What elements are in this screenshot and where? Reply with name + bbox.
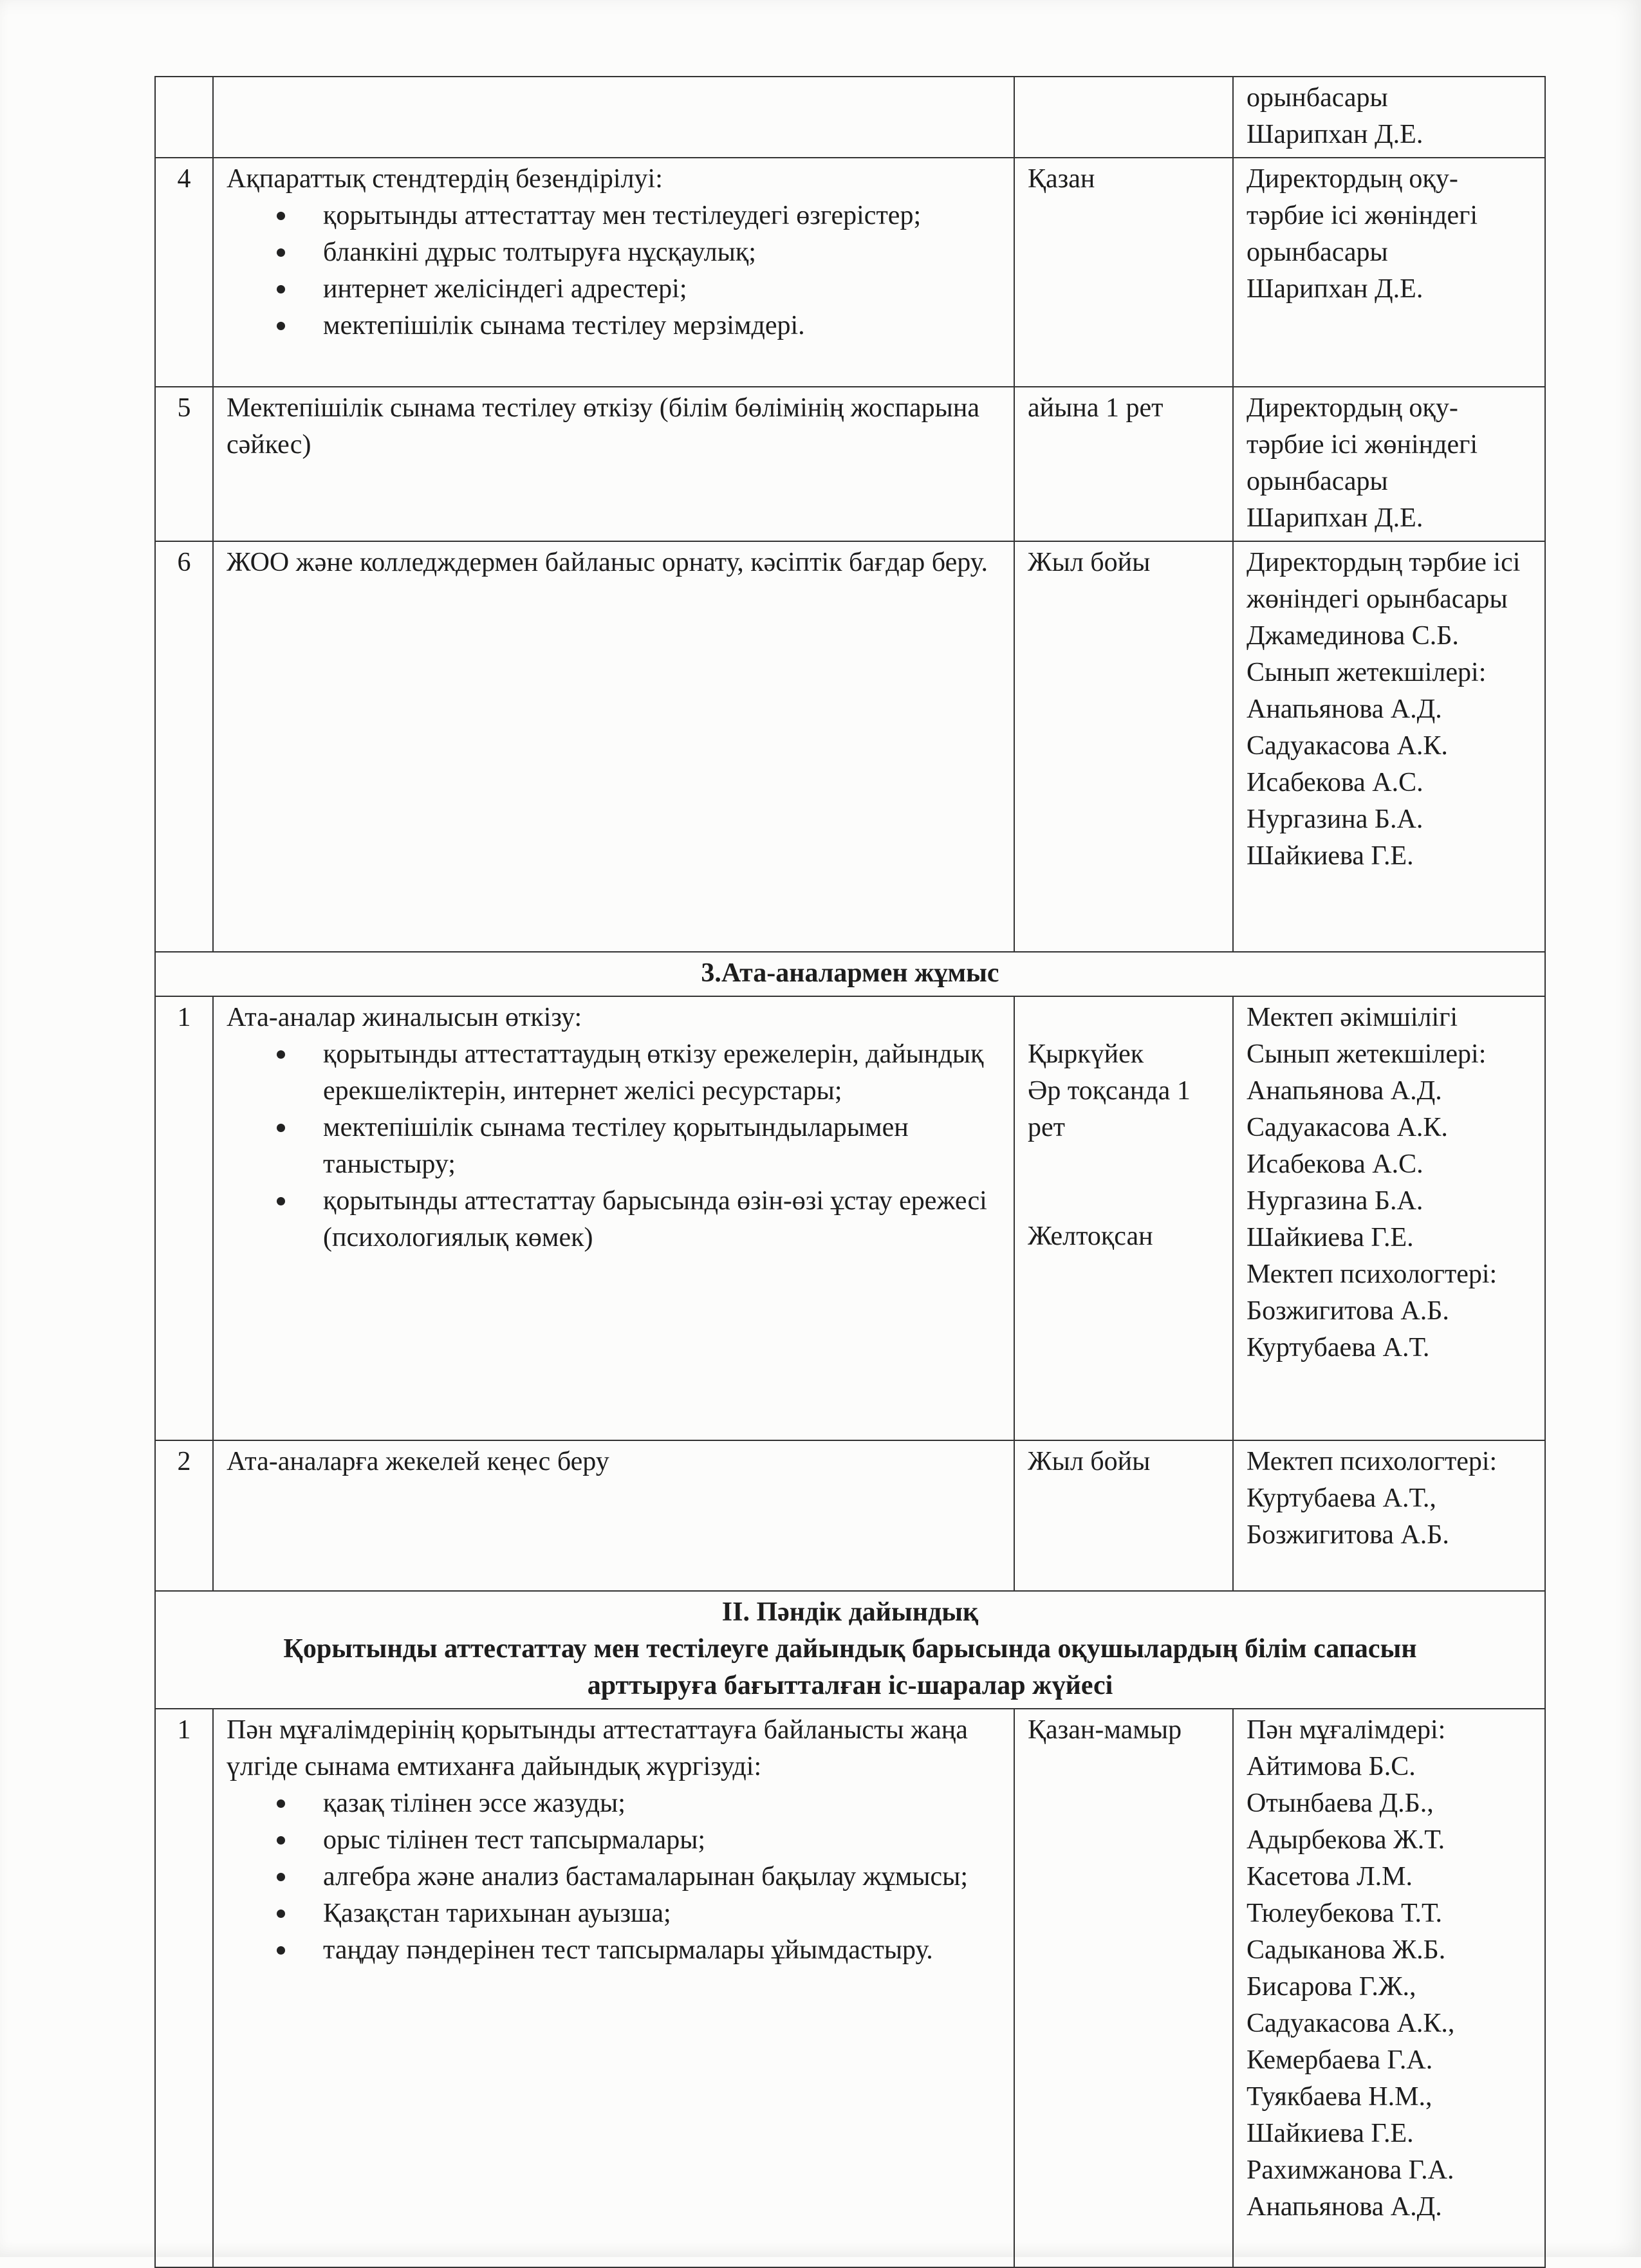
list-item: қорытынды аттестаттау мен тестілеудегі өзгерістер; [323, 198, 1001, 234]
responsible-line: Рахимжанова Г.А. [1247, 2155, 1454, 2185]
section-row [155, 1591, 1545, 1709]
responsible-cell [1233, 541, 1545, 952]
responsible-line: Директордың оқу-тәрбие ісі жөніндегі орынбасары [1247, 393, 1478, 496]
responsible-line: Нургазина Б.А. [1247, 1186, 1423, 1216]
time-cell: Жыл бойы [1014, 1440, 1233, 1591]
responsible-line: Бисарова Г.Ж., [1247, 1972, 1416, 2002]
activity-title: Ақпараттық стендтердің безендірілуі: [227, 164, 663, 194]
table-row [155, 77, 1545, 158]
responsible-cell [1233, 1709, 1545, 2267]
responsible-line: Директордың оқу-тәрбие ісі жөніндегі орынбасары [1247, 164, 1478, 267]
activity-cell [213, 1709, 1014, 2267]
responsible-line: Бозжигитова А.Б. [1247, 1296, 1449, 1326]
responsible-line: Мектеп психологтері: [1247, 1259, 1497, 1289]
list-item: бланкіні дұрыс толтыруға нұсқаулық; [323, 234, 1001, 271]
row-number: 6 [155, 541, 213, 952]
responsible-line: Туякбаева Н.М., [1247, 2082, 1432, 2112]
table-row [155, 541, 1545, 952]
row-number-cell [155, 77, 213, 158]
time-entry: Қыркүйек [1028, 1039, 1144, 1069]
list-item: интернет желісіндегі адрестері; [323, 271, 1001, 308]
responsible-line: Куртубаева А.Т., [1247, 1483, 1436, 1513]
row-number: 4 [155, 158, 213, 387]
time-cell: Қазан [1014, 158, 1233, 387]
section-subtitle: Қорытынды аттестаттау мен тестілеуге дайындық барысында оқушылардың білім сапасын арттыруға бағытталған іс-шаралар жүйесі [283, 1634, 1417, 1700]
activity-cell [213, 996, 1014, 1440]
table-row [155, 1440, 1545, 1591]
responsible-line: Сынып жетекшілері: [1247, 658, 1487, 687]
responsible-line: Джамединова С.Б. [1247, 621, 1459, 651]
responsible-line: Анапьянова А.Д. [1247, 694, 1442, 724]
list-item: мектепішілік сынама тестілеу қорытындыларымен таныстыру; [323, 1110, 1001, 1183]
bullet-list [227, 198, 1001, 344]
activity-cell [213, 77, 1014, 158]
responsible-line: орынбасары [1247, 83, 1388, 113]
table-row [155, 1709, 1545, 2267]
responsible-cell [1233, 387, 1545, 541]
section-title: ІІ. Пәндік дайындық [721, 1597, 979, 1627]
responsible-line: Нургазина Б.А. [1247, 804, 1423, 834]
time-entry: Әр тоқсанда 1 рет [1028, 1076, 1191, 1142]
responsible-line: Сынып жетекшілері: [1247, 1039, 1487, 1069]
row-number: 2 [155, 1440, 213, 1591]
responsible-line: Исабекова А.С. [1247, 1149, 1423, 1179]
responsible-line: Шайкиева Г.Е. [1247, 841, 1414, 871]
list-item: Қазақстан тарихынан ауызша; [323, 1895, 1001, 1932]
responsible-cell [1233, 1440, 1545, 1591]
responsible-line: Куртубаева А.Т. [1247, 1333, 1430, 1362]
responsible-line: Мектеп әкімшілігі [1247, 1003, 1458, 1032]
responsible-line: Садыканова Ж.Б. [1247, 1935, 1446, 1965]
activity-title: Ата-аналар жиналысын өткізу: [227, 1003, 582, 1032]
responsible-line: Шайкиева Г.Е. [1247, 1223, 1414, 1252]
time-cell: айына 1 рет [1014, 387, 1233, 541]
table-row [155, 387, 1545, 541]
row-number: 1 [155, 996, 213, 1440]
responsible-line: Кемербаева Г.А. [1247, 2045, 1433, 2075]
activity-cell: Мектепішілік сынама тестілеу өткізу (білім бөлімінің жоспарына сәйкес) [213, 387, 1014, 541]
responsible-line: Адырбекова Ж.Т. [1247, 1825, 1445, 1855]
list-item: қорытынды аттестаттау барысында өзін-өзі ұстау ережесі (психологиялық көмек) [323, 1183, 1001, 1256]
table-row [155, 158, 1545, 387]
responsible-line: Анапьянова А.Д. [1247, 1076, 1442, 1106]
responsible-line: Шарипхан Д.Е. [1247, 503, 1423, 533]
activity-cell: ЖОО және колледждермен байланыс орнату, кәсіптік бағдар беру. [213, 541, 1014, 952]
responsible-cell [1233, 158, 1545, 387]
row-number: 1 [155, 1709, 213, 2267]
responsible-line: Отынбаева Д.Б., [1247, 1789, 1434, 1818]
responsible-line: Мектеп психологтері: [1247, 1447, 1497, 1476]
time-cell [1014, 996, 1233, 1440]
time-cell: Жыл бойы [1014, 541, 1233, 952]
responsible-line: Директордың тәрбие ісі жөніндегі орынбасары [1247, 548, 1521, 614]
responsible-line: Шарипхан Д.Е. [1247, 274, 1423, 304]
responsible-line: Шарипхан Д.Е. [1247, 120, 1423, 149]
responsible-line: Касетова Л.М. [1247, 1862, 1413, 1892]
responsible-line: Садуакасова А.К. [1247, 1113, 1448, 1142]
bullet-list [227, 1036, 1001, 1256]
table-row [155, 996, 1545, 1440]
section-title: 3.Ата-аналармен жұмыс [155, 952, 1545, 996]
time-cell [1014, 77, 1233, 158]
list-item: таңдау пәндерінен тест тапсырмалары ұйымдастыру. [323, 1932, 1001, 1969]
activity-cell: Ата-аналарға жекелей кеңес беру [213, 1440, 1014, 1591]
activity-plan-table [154, 76, 1546, 2268]
responsible-line: Шайкиева Г.Е. [1247, 2119, 1414, 2148]
row-number: 5 [155, 387, 213, 541]
activity-cell [213, 158, 1014, 387]
time-cell: Қазан-мамыр [1014, 1709, 1233, 2267]
responsible-line: Айтимова Б.С. [1247, 1752, 1416, 1781]
bullet-list [227, 1785, 1001, 1969]
responsible-line: Пән мұғалімдері: [1247, 1715, 1446, 1745]
responsible-cell [1233, 996, 1545, 1440]
responsible-line: Бозжигитова А.Б. [1247, 1520, 1449, 1550]
section-heading-cell [155, 1591, 1545, 1709]
responsible-line: Исабекова А.С. [1247, 768, 1423, 797]
section-row [155, 952, 1545, 996]
responsible-line: Тюлеубекова Т.Т. [1247, 1899, 1442, 1928]
responsible-line: Анапьянова А.Д. [1247, 2192, 1442, 2222]
list-item: алгебра және анализ бастамаларынан бақылау жұмысы; [323, 1859, 1001, 1895]
list-item: қазақ тілінен эссе жазуды; [323, 1785, 1001, 1822]
responsible-line: Садуакасова А.К. [1247, 731, 1448, 761]
activity-title: Пән мұғалімдерінің қорытынды аттестаттауға байланысты жаңа үлгіде сынама емтиханға дайындық жүргізуді: [227, 1715, 968, 1781]
responsible-cell [1233, 77, 1545, 158]
list-item: мектепішілік сынама тестілеу мерзімдері. [323, 308, 1001, 344]
responsible-line: Садуакасова А.К., [1247, 2009, 1455, 2038]
list-item: орыс тілінен тест тапсырмалары; [323, 1822, 1001, 1859]
list-item: қорытынды аттестаттаудың өткізу ережелерін, дайындық ерекшеліктерін, интернет желісі ресурстары; [323, 1036, 1001, 1110]
time-entry: Желтоқсан [1028, 1222, 1153, 1251]
